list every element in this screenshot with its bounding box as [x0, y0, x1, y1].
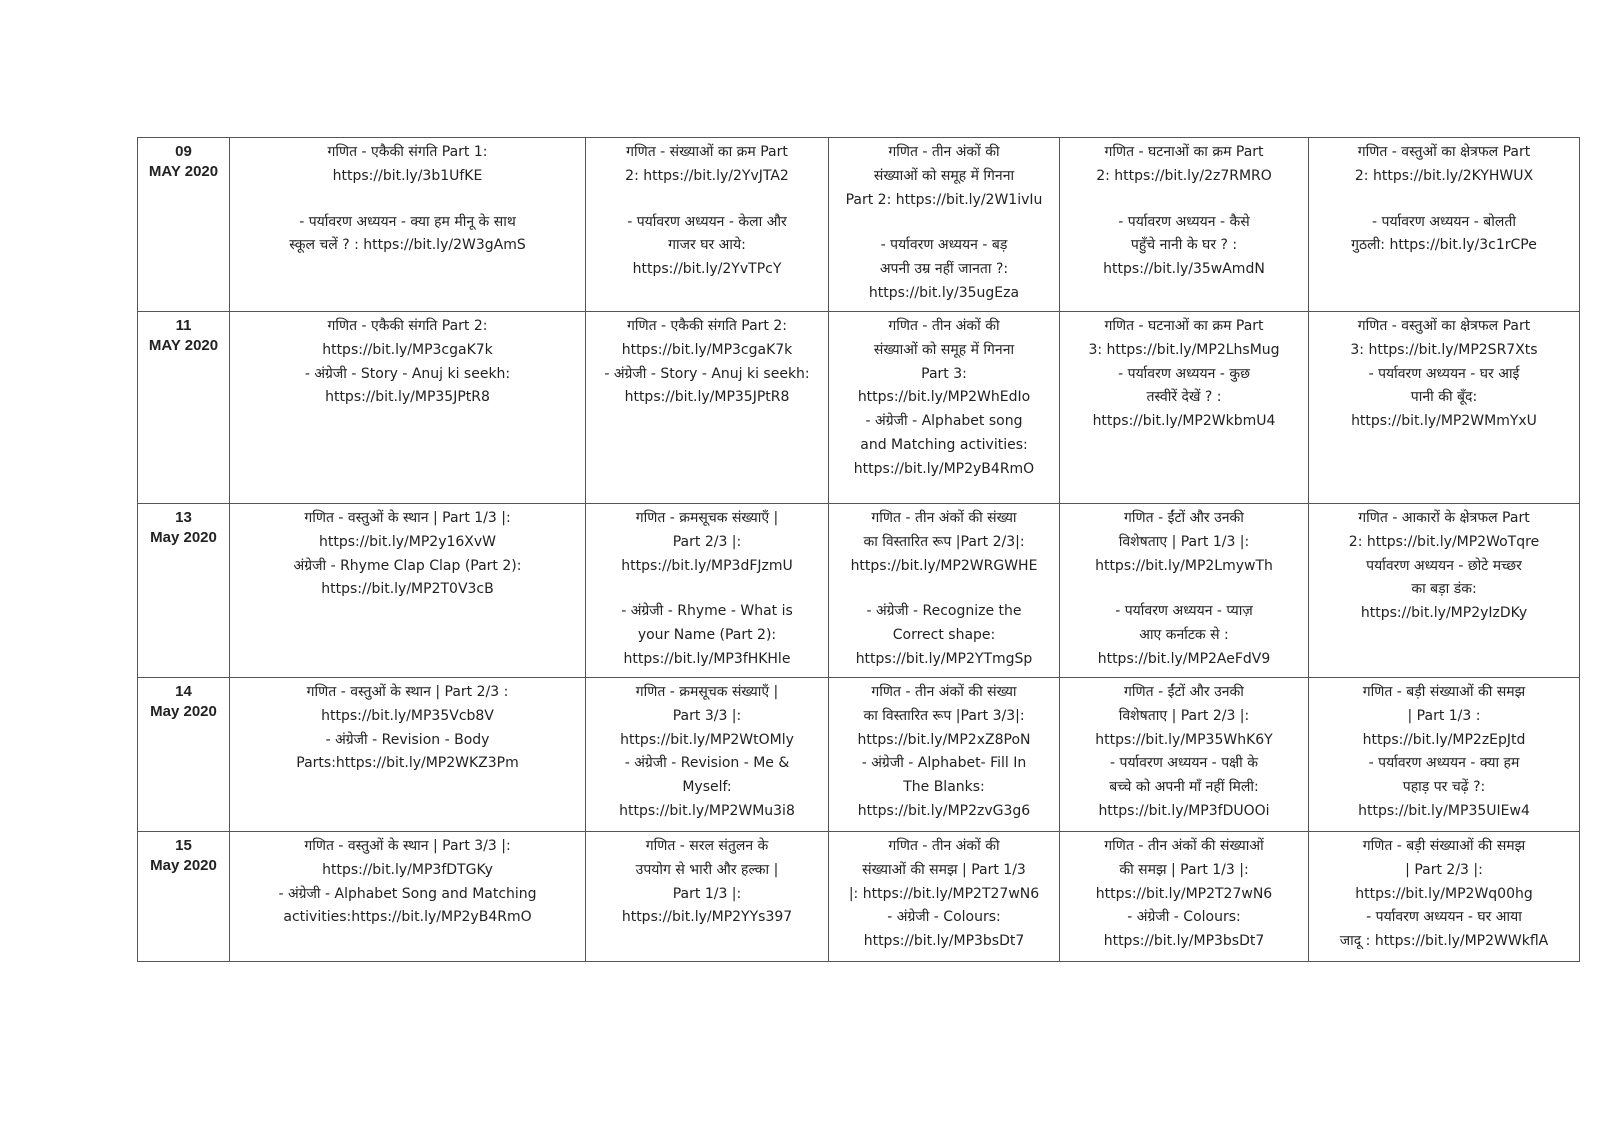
lesson-text: विशेषताए | Part 2/3 |:: [1118, 707, 1250, 724]
lesson-text: संख्याओं की समझ | Part 1/3: [862, 861, 1026, 878]
lesson-link[interactable]: https://bit.ly/MP35WhK6Y: [1095, 731, 1273, 748]
lesson-cell: [1060, 312, 1309, 504]
lesson-text: बच्चे को अपनी माँ नहीं मिली:: [1109, 779, 1259, 796]
lesson-link[interactable]: https://bit.ly/MP35JPtR8: [325, 389, 490, 406]
lesson-link[interactable]: https://bit.ly/MP2WtOMly: [620, 731, 794, 748]
lesson-text: जादू : https://bit.ly/MP2WWkflA: [1339, 933, 1549, 950]
lesson-cell: [1060, 832, 1309, 962]
lesson-text: | Part 2/3 |:: [1405, 861, 1483, 878]
lesson-link[interactable]: https://bit.ly/MP3fHKHle: [623, 650, 791, 667]
lesson-text: - अंग्रेजी - Alphabet- Fill In: [861, 755, 1027, 772]
lesson-text: की समझ | Part 1/3 |:: [1119, 861, 1249, 878]
spacer: [1066, 578, 1302, 600]
lesson-link[interactable]: https://bit.ly/MP2WMmYxU: [1351, 413, 1537, 430]
lesson-cell: [1309, 504, 1580, 678]
lesson-cell: [1309, 678, 1580, 832]
lesson-text: पहुँचे नानी के घर ? :: [1130, 237, 1238, 254]
lesson-text: Part 2/3 |:: [672, 533, 742, 550]
lesson-text: गणित - तीन अंकों की: [888, 838, 1000, 854]
lesson-text: 3: https://bit.ly/MP2LhsMug: [1088, 341, 1280, 358]
lesson-text: गाजर घर आये:: [668, 237, 746, 254]
date-day: 13: [175, 509, 192, 526]
lesson-text: - अंग्रेजी - Story - Anuj ki seekh:: [304, 365, 511, 382]
lesson-text: गणित - वस्तुओं का क्षेत्रफल Part: [1357, 144, 1531, 160]
lesson-cell: [230, 312, 586, 504]
lesson-link[interactable]: https://bit.ly/MP2WhEdIo: [857, 389, 1031, 406]
lesson-text: गणित - वस्तुओं का क्षेत्रफल Part: [1357, 318, 1531, 334]
lesson-text: गणित - घटनाओं का क्रम Part: [1104, 318, 1264, 334]
lesson-text: 2: https://bit.ly/2YvJTA2: [625, 167, 789, 184]
lesson-text: The Blanks:: [903, 779, 985, 796]
lesson-link[interactable]: https://bit.ly/MP3cgaK7k: [322, 341, 493, 358]
lesson-text: गणित - घटनाओं का क्रम Part: [1104, 144, 1264, 160]
lesson-link[interactable]: https://bit.ly/MP2T27wN6: [1095, 885, 1273, 902]
lesson-text: - पर्यावरण अध्ययन - केला और: [627, 213, 787, 230]
lesson-text: Parts:https://bit.ly/MP2WKZ3Pm: [296, 755, 519, 772]
lesson-text: 2: https://bit.ly/MP2WoTqre: [1348, 533, 1540, 550]
table-row: [138, 678, 1580, 832]
lesson-text: गणित - बड़ी संख्याओं की समझ: [1362, 838, 1526, 854]
date-cell: [138, 504, 230, 678]
table-row: [138, 504, 1580, 678]
lesson-link[interactable]: https://bit.ly/MP3cgaK7k: [621, 341, 793, 358]
lesson-text: पहाड़ पर चढ़ें ?:: [1402, 779, 1486, 796]
lesson-text: तस्वीरें देखें ? :: [1146, 389, 1222, 406]
lesson-text: - पर्यावरण अध्ययन - प्याज़: [1115, 603, 1253, 620]
lesson-link[interactable]: https://bit.ly/MP3bsDt7: [1103, 933, 1265, 950]
lesson-cell: [586, 832, 829, 962]
lesson-text: |: https://bit.ly/MP2T27wN6: [848, 885, 1040, 902]
lesson-text: Myself:: [682, 779, 732, 796]
lesson-link[interactable]: https://bit.ly/MP3fDUOOi: [1098, 802, 1270, 819]
lesson-text: - अंग्रेजी - Alphabet song: [865, 413, 1023, 430]
lesson-text: विशेषताए | Part 1/3 |:: [1118, 533, 1250, 550]
date-month-year: May 2020: [150, 857, 217, 875]
lesson-text: स्कूल चलें ? : https://bit.ly/2W3gAmS: [289, 237, 526, 254]
lesson-text: - पर्यावरण अध्ययन - क्या हम मीनू के साथ: [299, 213, 516, 230]
table-row: [138, 138, 1580, 312]
lesson-link[interactable]: https://bit.ly/MP35Vcb8V: [321, 707, 494, 724]
lesson-text: का बड़ा डंक:: [1411, 581, 1477, 598]
lesson-text: गणित - तीन अंकों की संख्या: [871, 510, 1017, 526]
lesson-text: गणित - वस्तुओं के स्थान | Part 3/3 |:: [304, 838, 511, 854]
lesson-link[interactable]: https://bit.ly/MP35UIEw4: [1358, 802, 1530, 819]
spacer: [592, 578, 822, 600]
lesson-link[interactable]: https://bit.ly/MP2xZ8PoN: [857, 731, 1031, 748]
lesson-text: - पर्यावरण अध्ययन - घर आई: [1368, 365, 1520, 382]
lesson-cell: [1309, 138, 1580, 312]
spacer: [835, 212, 1053, 234]
table-row: [138, 832, 1580, 962]
lesson-cell: [230, 678, 586, 832]
lesson-text: 2: https://bit.ly/2z7RMRO: [1096, 167, 1272, 184]
spacer: [1066, 189, 1302, 211]
table-row: [138, 312, 1580, 504]
lesson-cell: [1309, 312, 1580, 504]
lesson-text: - पर्यावरण अध्ययन - घर आया: [1366, 909, 1522, 926]
lesson-link[interactable]: https://bit.ly/2YvTPcY: [632, 261, 782, 278]
lesson-text: गणित - तीन अंकों की संख्या: [871, 684, 1017, 700]
lesson-link[interactable]: https://bit.ly/MP2YYs397: [621, 909, 793, 926]
lesson-cell: [1309, 832, 1580, 962]
lesson-cell: [230, 138, 586, 312]
lesson-text: गणित - आकारों के क्षेत्रफल Part: [1358, 510, 1530, 526]
lesson-text: 3: https://bit.ly/MP2SR7Xts: [1350, 341, 1538, 358]
lesson-text: गणित - संख्याओं का क्रम Part: [626, 144, 788, 160]
lesson-link[interactable]: https://bit.ly/MP35JPtR8: [624, 389, 790, 406]
spacer: [236, 189, 579, 211]
lesson-cell: [1060, 504, 1309, 678]
lesson-text: उपयोग से भारी और हल्का |: [635, 861, 779, 878]
date-day: 09: [175, 143, 192, 160]
lesson-text: - पर्यावरण अध्ययन - क्या हम: [1368, 755, 1520, 772]
lesson-link[interactable]: https://bit.ly/MP2YTmgSp: [855, 650, 1033, 667]
lesson-text: अपनी उम्र नहीं जानता ?:: [879, 261, 1009, 278]
lesson-link[interactable]: https://bit.ly/MP2yIzDKy: [1360, 605, 1528, 622]
date-day: 15: [175, 837, 192, 854]
lesson-text: activities:https://bit.ly/MP2yB4RmO: [283, 909, 532, 926]
lesson-text: गणित - तीन अंकों की: [888, 144, 1000, 160]
lesson-link[interactable]: https://bit.ly/MP2LmywTh: [1095, 557, 1273, 574]
date-day: 14: [175, 683, 192, 700]
lesson-text: गणित - ईंटों और उनकी: [1124, 684, 1244, 700]
lesson-link[interactable]: https://bit.ly/MP2AeFdV9: [1097, 650, 1271, 667]
lesson-text: गणित - ईंटों और उनकी: [1124, 510, 1244, 526]
lesson-text: गणित - क्रमसूचक संख्याएँ |: [635, 510, 779, 526]
lesson-text: Part 3/3 |:: [672, 707, 742, 724]
date-month-year: May 2020: [150, 703, 217, 721]
lesson-text: - पर्यावरण अध्ययन - पक्षी के: [1109, 755, 1259, 772]
lesson-text: Part 2: https://bit.ly/2W1ivIu: [845, 191, 1043, 208]
lesson-link[interactable]: https://bit.ly/MP2WRGWHE: [850, 557, 1038, 574]
spacer: [835, 578, 1053, 600]
date-cell: [138, 832, 230, 962]
lesson-cell: [586, 678, 829, 832]
date-month-year: MAY 2020: [148, 163, 219, 181]
lesson-cell: [1060, 138, 1309, 312]
lesson-text: your Name (Part 2):: [637, 627, 777, 644]
lesson-cell: [829, 138, 1060, 312]
lesson-cell: [230, 504, 586, 678]
lesson-link[interactable]: https://bit.ly/MP2y16XvW: [318, 533, 497, 550]
lesson-cell: [829, 504, 1060, 678]
lesson-text: पर्यावरण अध्ययन - छोटे मच्छर: [1366, 557, 1522, 574]
lesson-text: संख्याओं को समूह में गिनना: [873, 341, 1015, 358]
lesson-link[interactable]: https://bit.ly/35ugEza: [868, 284, 1020, 301]
lesson-text: - अंग्रेजी - Revision - Body: [325, 731, 490, 748]
lesson-text: and Matching activities:: [860, 436, 1028, 453]
lesson-text: - पर्यावरण अध्ययन - बड़: [880, 237, 1008, 254]
lesson-link[interactable]: https://bit.ly/MP2T0V3cB: [321, 581, 494, 598]
date-month-year: May 2020: [150, 529, 217, 547]
lesson-text: गणित - एकैकी संगति Part 2:: [327, 318, 488, 334]
lesson-text: गणित - एकैकी संगति Part 1:: [327, 144, 488, 160]
lesson-text: | Part 1/3 :: [1407, 707, 1481, 724]
lesson-text: - अंग्रेजी - Revision - Me &: [624, 755, 790, 772]
lesson-text: आए कर्नाटक से :: [1139, 627, 1229, 644]
lesson-cell: [586, 504, 829, 678]
lesson-text: अंग्रेजी - Rhyme Clap Clap (Part 2):: [293, 557, 522, 574]
lesson-text: - अंग्रेजी - Colours:: [887, 909, 1001, 926]
lesson-text: Part 3:: [921, 365, 967, 382]
lesson-cell: [829, 312, 1060, 504]
lesson-text: गणित - वस्तुओं के स्थान | Part 1/3 |:: [304, 510, 511, 526]
lesson-text: - पर्यावरण अध्ययन - कुछ: [1118, 365, 1250, 382]
lesson-text: - अंग्रेजी - Recognize the: [866, 603, 1022, 620]
lesson-cell: [586, 312, 829, 504]
date-month-year: MAY 2020: [148, 337, 219, 355]
lesson-text: - पर्यावरण अध्ययन - कैसे: [1118, 213, 1250, 230]
date-cell: [138, 678, 230, 832]
lesson-link[interactable]: https://bit.ly/MP3dFJzmU: [621, 557, 793, 574]
lesson-link[interactable]: https://bit.ly/MP3bsDt7: [863, 933, 1025, 950]
lesson-text: गणित - तीन अंकों की संख्याओं: [1104, 838, 1264, 854]
lesson-link[interactable]: https://bit.ly/MP2Wq00hg: [1355, 885, 1533, 902]
lesson-link[interactable]: https://bit.ly/MP2WMu3i8: [619, 802, 795, 819]
lesson-cell: [1060, 678, 1309, 832]
lesson-cell: [230, 832, 586, 962]
lesson-text: गुठली: https://bit.ly/3c1rCPe: [1351, 237, 1537, 254]
lesson-text: - पर्यावरण अध्ययन - बोलती: [1372, 213, 1516, 230]
date-day: 11: [175, 317, 192, 334]
lesson-text: गणित - तीन अंकों की: [888, 318, 1000, 334]
lesson-text: का विस्तारित रूप |Part 2/3|:: [863, 533, 1025, 550]
lesson-link[interactable]: https://bit.ly/MP2WkbmU4: [1092, 413, 1276, 430]
date-cell: [138, 138, 230, 312]
lesson-link[interactable]: https://bit.ly/3b1UfKE: [332, 167, 483, 184]
lesson-link[interactable]: https://bit.ly/35wAmdN: [1103, 261, 1265, 278]
lesson-link[interactable]: https://bit.ly/MP2zEpJtd: [1362, 731, 1526, 748]
lesson-cell: [586, 138, 829, 312]
lesson-text: - अंग्रेजी - Story - Anuj ki seekh:: [604, 365, 810, 382]
lesson-text: गणित - क्रमसूचक संख्याएँ |: [635, 684, 779, 700]
lesson-cell: [829, 678, 1060, 832]
lesson-text: - अंग्रेजी - Colours:: [1127, 909, 1241, 926]
schedule-table: [137, 137, 1580, 962]
lesson-text: गणित - सरल संतुलन के: [645, 838, 769, 854]
lesson-text: Correct shape:: [892, 627, 996, 644]
lesson-text: गणित - वस्तुओं के स्थान | Part 2/3 :: [306, 684, 509, 700]
lesson-text: Part 1/3 |:: [672, 885, 742, 902]
spacer: [592, 189, 822, 211]
lesson-cell: [829, 832, 1060, 962]
date-cell: [138, 312, 230, 504]
lesson-link[interactable]: https://bit.ly/MP3fDTGKy: [322, 861, 493, 878]
lesson-text: गणित - बड़ी संख्याओं की समझ: [1362, 684, 1526, 700]
lesson-link[interactable]: https://bit.ly/MP2zvG3g6: [857, 802, 1031, 819]
lesson-text: गणित - एकैकी संगति Part 2:: [627, 318, 787, 334]
schedule-body: [138, 138, 1580, 962]
lesson-text: का विस्तारित रूप |Part 3/3|:: [863, 707, 1025, 724]
lesson-text: 2: https://bit.ly/2KYHWUX: [1354, 167, 1534, 184]
lesson-text: - अंग्रेजी - Alphabet Song and Matching: [278, 885, 537, 902]
spacer: [1315, 189, 1573, 211]
lesson-link[interactable]: https://bit.ly/MP2yB4RmO: [853, 460, 1035, 477]
lesson-text: संख्याओं को समूह में गिनना: [873, 167, 1015, 184]
lesson-text: - अंग्रेजी - Rhyme - What is: [621, 603, 793, 620]
lesson-text: पानी की बूँद:: [1410, 389, 1478, 406]
